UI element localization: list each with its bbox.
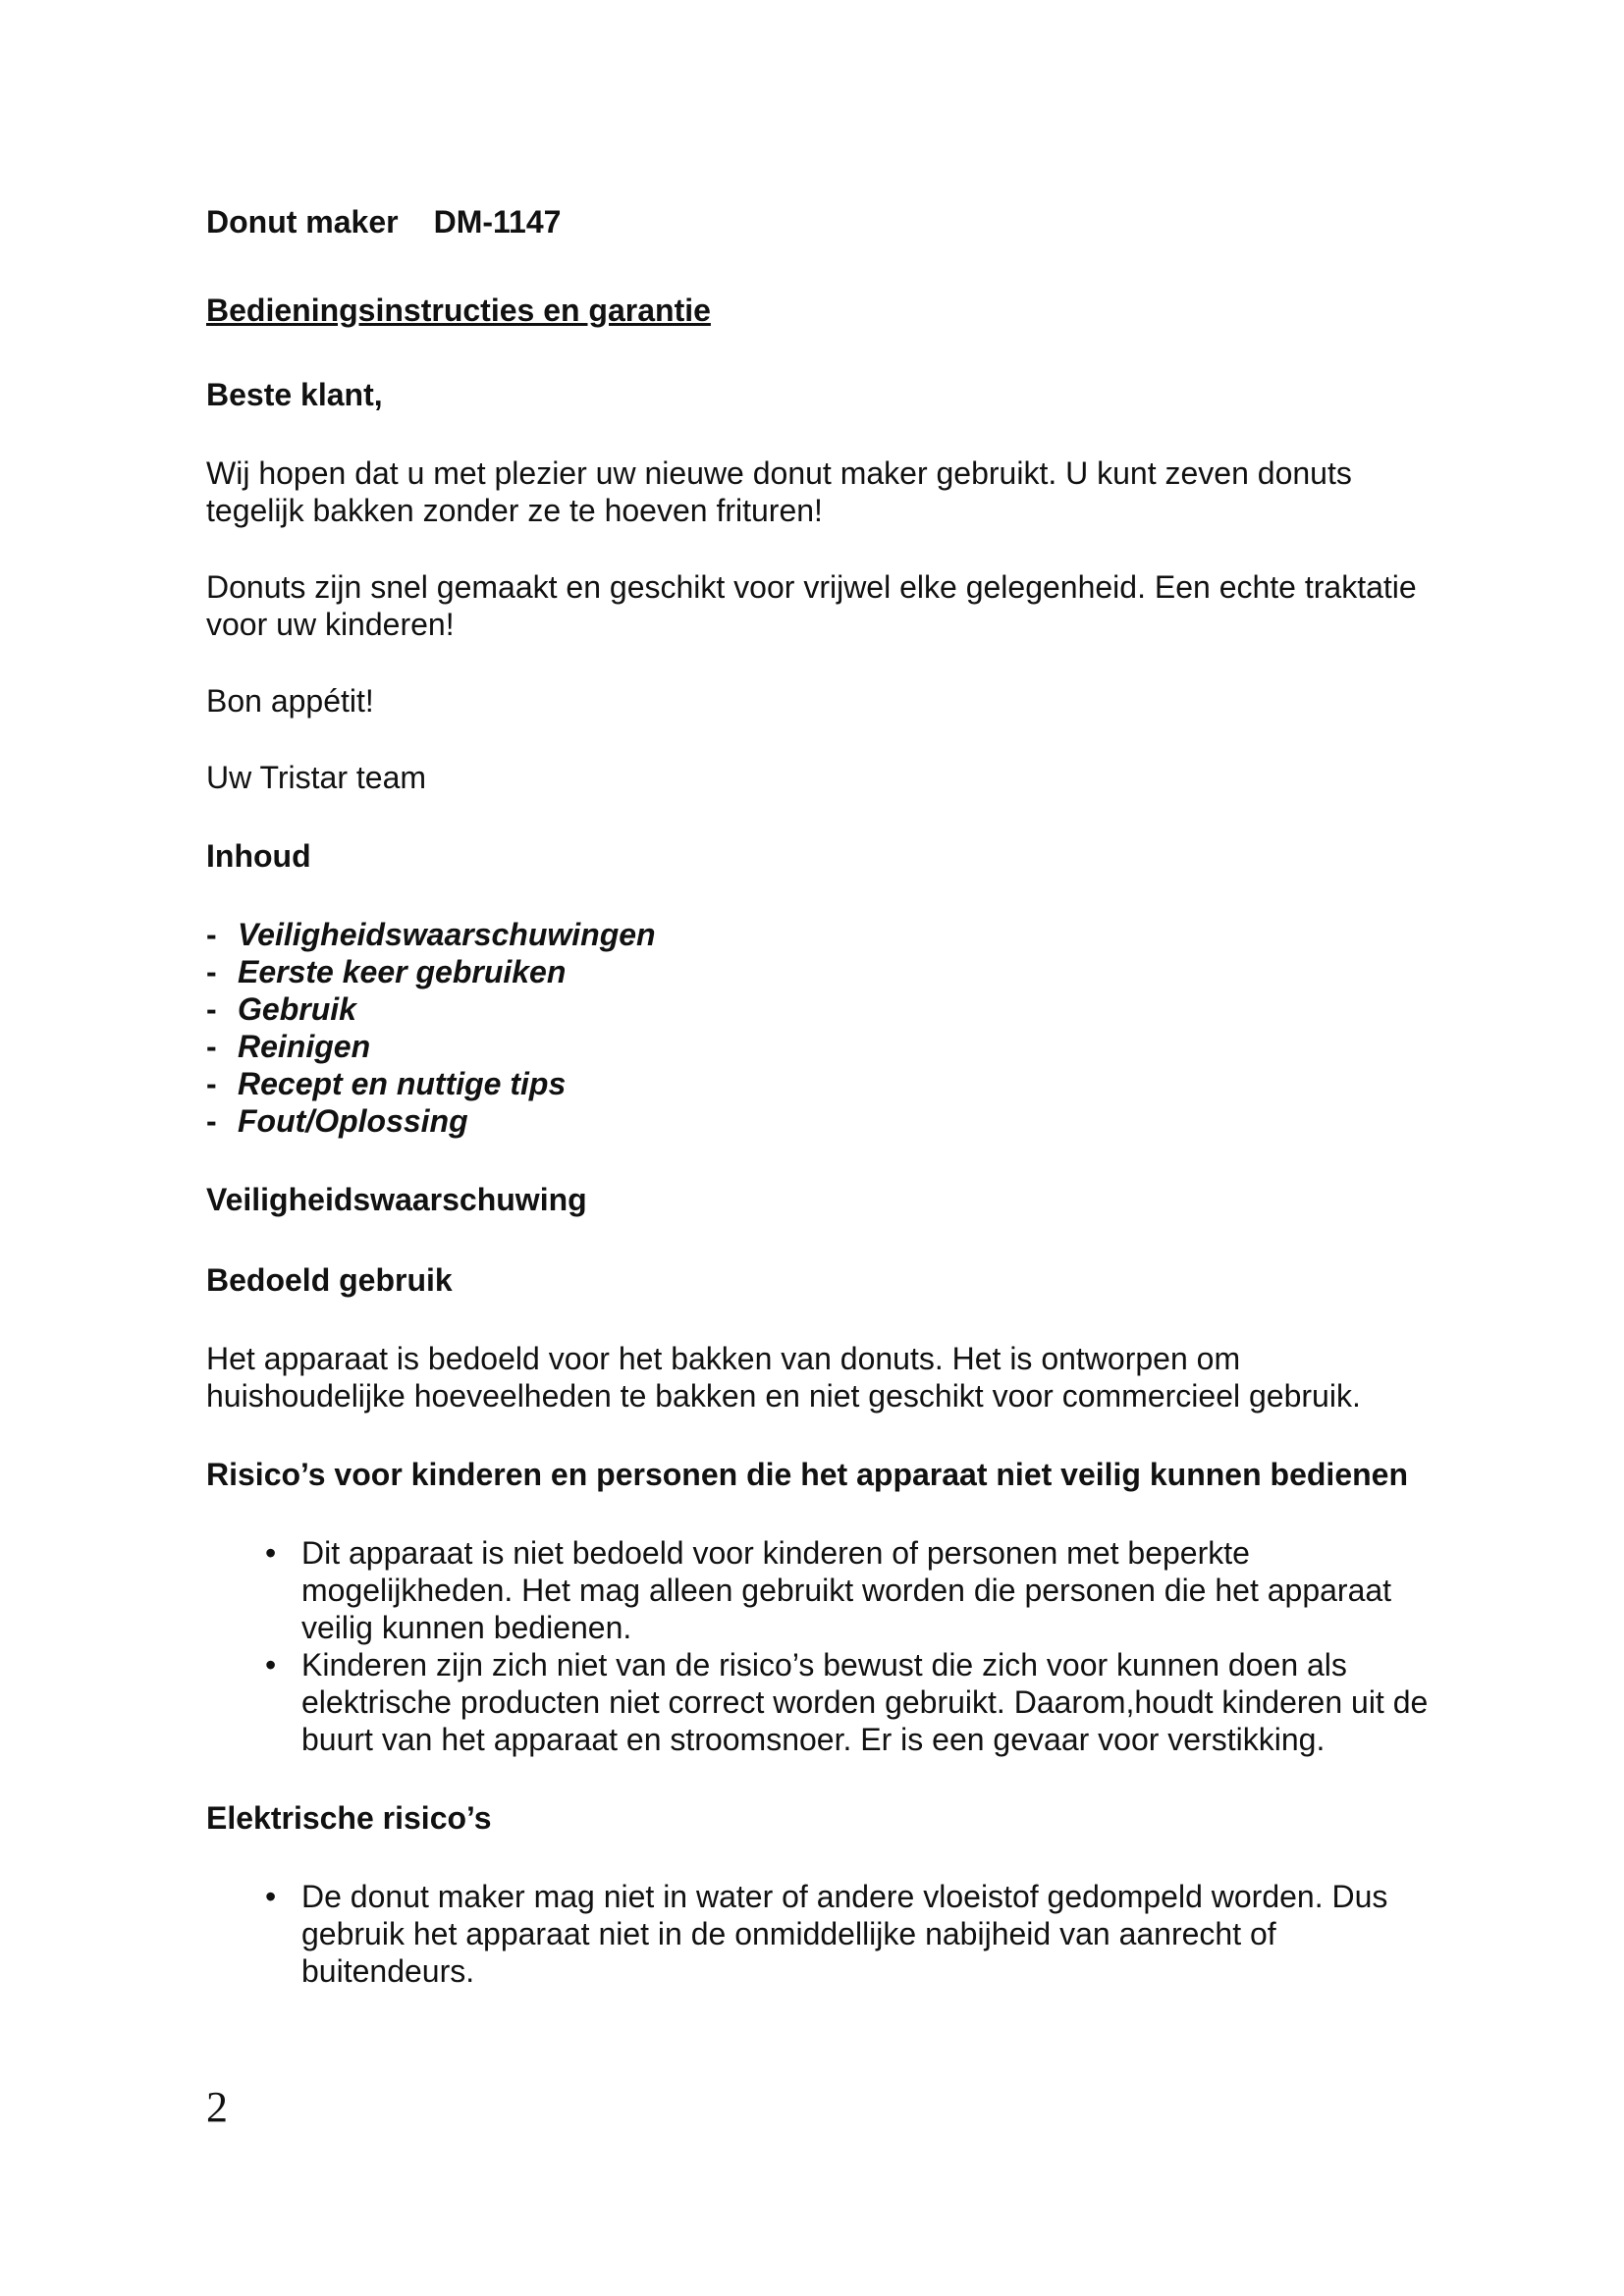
dash: - xyxy=(206,917,217,952)
signature: Uw Tristar team xyxy=(206,760,427,795)
contents-item: - Recept en nuttige tips xyxy=(206,1066,567,1101)
list-item: • Dit apparaat is niet bedoeld voor kinderen of personen met beperkte mogelijkheden. Het mag alleen gebruikt worden die personen die het apparaat veilig kunnen bedienen. xyxy=(206,1534,1443,1646)
list-item: • De donut maker mag niet in water of andere vloeistof gedompeld worden. Dus gebruik het apparaat niet in de onmiddellijke nabijheid van aanrecht of buitendeurs. xyxy=(206,1878,1443,1990)
document-title xyxy=(206,201,1443,242)
dash: - xyxy=(206,1029,217,1064)
electrical-risks-heading: Elektrische risico’s xyxy=(206,1800,492,1836)
product-name: Donut maker xyxy=(206,204,399,240)
children-risks-heading: Risico’s voor kinderen en personen die het apparaat niet veilig kunnen bedienen xyxy=(206,1457,1408,1492)
document-subtitle: Bedieningsinstructies en garantie xyxy=(206,293,711,328)
list-item: • Kinderen zijn zich niet van de risico’s bewust die zich voor kunnen doen als elektrische producten niet correct worden gebruikt. Daarom,houdt kinderen uit de buurt van het apparaat en stroomsnoer. Er is een gevaar voor verstikking. xyxy=(206,1646,1443,1758)
greeting: Beste klant, xyxy=(206,377,383,412)
intended-use-text: Het apparaat is bedoeld voor het bakken van donuts. Het is ontworpen om huishoudelijke hoeveelheden te bakken en niet geschikt voor commercieel gebruik. xyxy=(206,1341,1361,1414)
intro-paragraph-1: Wij hopen dat u met plezier uw nieuwe donut maker gebruikt. U kunt zeven donuts tegelijk bakken zonder ze te hoeven frituren! xyxy=(206,455,1352,528)
contents-item: - Fout/Oplossing xyxy=(206,1103,468,1139)
bullet-icon: • xyxy=(265,1647,277,1682)
document-content xyxy=(206,201,1443,2029)
children-risks-list xyxy=(206,1534,1443,1758)
bullet-icon: • xyxy=(265,1879,277,1914)
model-number: DM-1147 xyxy=(433,204,562,240)
dash: - xyxy=(206,991,217,1027)
contents-item: - Gebruik xyxy=(206,991,356,1027)
safety-heading: Veiligheidswaarschuwing xyxy=(206,1182,587,1217)
contents-item: - Veiligheidswaarschuwingen xyxy=(206,917,656,952)
intro-paragraph-2: Donuts zijn snel gemaakt en geschikt voor vrijwel elke gelegenheid. Een echte traktatie voor uw kinderen! xyxy=(206,569,1417,642)
contents-item: - Eerste keer gebruiken xyxy=(206,954,567,989)
dash: - xyxy=(206,1066,217,1101)
intro-paragraph-3: Bon appétit! xyxy=(206,683,374,719)
dash: - xyxy=(206,954,217,989)
page-number: 2 xyxy=(206,2083,228,2131)
bullet-icon: • xyxy=(265,1535,277,1571)
dash: - xyxy=(206,1103,217,1139)
contents-list xyxy=(206,916,1443,1140)
electrical-risks-list xyxy=(206,1878,1443,1990)
intended-use-heading: Bedoeld gebruik xyxy=(206,1262,453,1298)
contents-item: - Reinigen xyxy=(206,1029,371,1064)
contents-heading: Inhoud xyxy=(206,838,311,874)
